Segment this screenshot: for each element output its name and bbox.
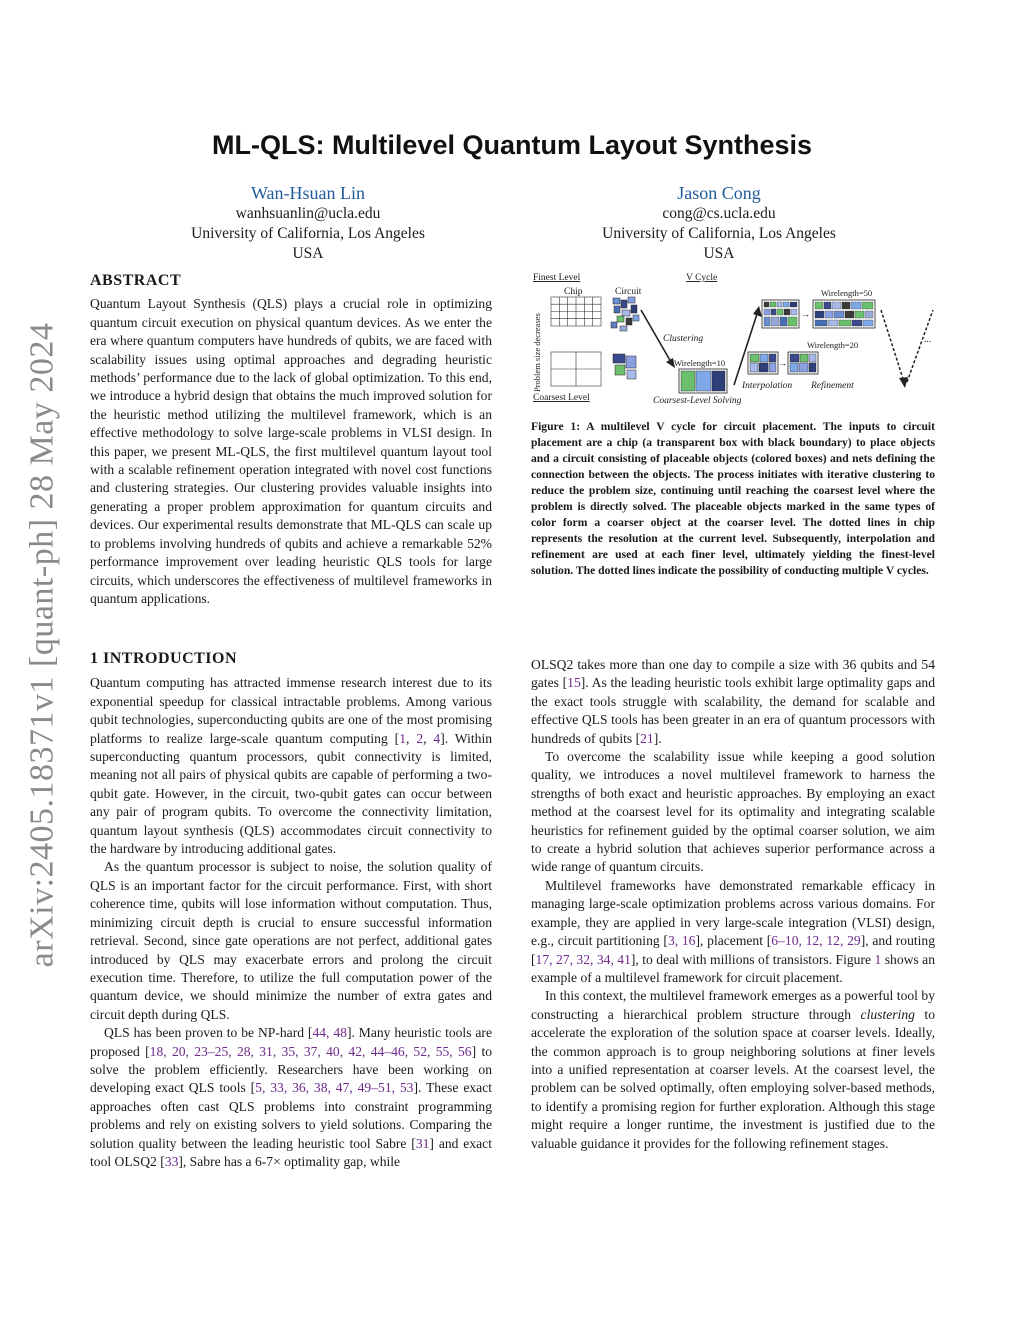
finest-level-label: Finest Level <box>533 273 581 283</box>
v-cycle-label: V Cycle <box>686 273 718 283</box>
citation-link[interactable]: 21 <box>640 730 654 746</box>
interpolation-label: Interpolation <box>742 381 793 391</box>
coarse-circuit-cluster <box>613 354 636 379</box>
introduction-left-column <box>90 650 492 1171</box>
arxiv-side-stamp <box>4 320 80 970</box>
citation-link[interactable]: 33 <box>164 1153 179 1169</box>
finest-level-refined-block <box>813 300 875 328</box>
finest-circuit-cluster <box>611 297 639 331</box>
citation-link[interactable]: 1 <box>399 730 406 746</box>
author-block-1 <box>92 182 524 264</box>
intro-paragraph-1: Quantum computing has attracted immense research interest due to its exponential speedup for classical intractable problems. Among various qubit technologies, superconducting qubits are one of the most promising platforms to realize large-scale quantum computing [1, 2, 4]. Within superconducting quantum processors, qubit connectivity is limited, meaning not all pairs of physical qubits are capable of performing a two-qubit gate. However, in the circuit, two-qubit gates can occur between any pair of program qubits. To overcome the connectivity limitation, quantum layout synthesis (QLS) accommodates circuit connectivity to the hardware by introducing additional gates. <box>90 675 493 857</box>
citation-link[interactable]: 5, 33, 36, 38, 47, 49–51, 53 <box>255 1080 414 1096</box>
wirelength-50-label: Wirelength=50 <box>821 288 873 298</box>
introduction-heading: 1 INTRODUCTION <box>90 650 238 667</box>
chip-label: Chip <box>564 287 583 297</box>
figure-1-v-cycle-diagram <box>529 270 947 410</box>
figure-1-caption: Figure 1: A multilevel V cycle for circuit placement. The inputs to circuit placement are a chip (a transparent box with black boundary) to place objects and a circuit consisting of placeable objects (colored boxes) and nets defining the connection between the objects. The process initiates with iterative clustering to reduce the problem size, continuing until reaching the coarsest level where the problem is directly solved. The placeable objects marked in the same types of color form a coarser object at the coarser level. The dotted lines in chip represents the resolution at the current level. Subsequently, interpolation and refinement are used at each finer level, ultimately yielding the finest-level solution. The dotted lines indicate the possibility of conducting multiple V cycles. <box>531 420 935 577</box>
intro-paragraph-4: OLSQ2 takes more than one day to compile a size with 36 qubits and 54 gates [15]. As the leading heuristic tools exhibit large optimality gaps and the exact tools struggle with scalability, the demand for scalable and effective QLS tools has been greater in an era of quantum processors with hundreds of qubits [21]. <box>531 657 936 746</box>
repeat-v-cycle-dotted-arrows <box>881 310 933 382</box>
author-affiliation: University of California, Los Angeles <box>191 225 425 242</box>
problem-size-axis-label: Problem size decreases <box>532 313 542 392</box>
finest-chip-grid <box>551 297 601 326</box>
paper-title: ML-QLS: Multilevel Quantum Layout Synthesis <box>211 130 813 160</box>
citation-link[interactable]: 15 <box>567 675 581 691</box>
citation-link[interactable]: 2 <box>416 730 424 746</box>
citation-link[interactable]: 44, 48 <box>312 1025 347 1041</box>
more-cycles-ellipsis: ... <box>924 335 932 345</box>
author-affiliation: University of California, Los Angeles <box>602 225 836 242</box>
author-country: USA <box>292 245 324 262</box>
abstract-section <box>90 272 492 608</box>
author-country: USA <box>703 245 735 262</box>
citation-link[interactable]: 17, 27, 32, 34, 41 <box>535 951 631 967</box>
abstract-heading: ABSTRACT <box>90 272 182 289</box>
introduction-right-column <box>531 656 935 1153</box>
citation-link[interactable]: 3, 16 <box>667 933 696 949</box>
figure-reference-link[interactable]: 1 <box>874 951 882 967</box>
author-block-2 <box>504 182 934 264</box>
intro-paragraph-6: Multilevel frameworks have demonstrated remarkable efficacy in managing large-scale optimization problems across various domains. For example, they are applied in very large-scale integration (VLSI) design, e.g., circuit partitioning [3, 16], placement [6–10, 12, 12, 29], and routing [17, 27, 32, 34, 41], to deal with millions of transistors. Figure 1 shows an example of a multilevel framework for circuit placement. <box>531 877 936 985</box>
citation-link[interactable]: 4 <box>433 730 441 746</box>
citation-link[interactable]: 6–10, 12, 12, 29 <box>771 933 861 949</box>
refinement-label: Refinement <box>811 381 854 391</box>
mid-level-refined-block <box>788 352 818 374</box>
wirelength-20-label: Wirelength=20 <box>807 340 859 350</box>
mid-transition-arrow: → <box>778 358 787 368</box>
author-name[interactable]: Jason Cong <box>677 183 761 203</box>
author-name[interactable]: Wan-Hsuan Lin <box>250 183 366 203</box>
mid-level-interpolated-block <box>748 352 778 374</box>
finest-transition-arrow: → <box>801 309 810 319</box>
author-email: cong@cs.ucla.edu <box>662 205 776 222</box>
coarsest-level-solving-label: Coarsest-Level Solving <box>653 396 742 406</box>
coarsest-solution-block <box>679 369 727 393</box>
circuit-label: Circuit <box>615 287 642 297</box>
interpolation-arrowhead <box>753 306 762 317</box>
abstract-text: Quantum Layout Synthesis (QLS) plays a crucial role in optimizing quantum circuit execution on physical quantum devices. As we enter the era where quantum computers have hundreds of qubits, we are faced with scalability issues using optimal approaches and degrading heuristic methods’ performance due to the lack of global optimization. To this end, we introduce a hybrid design that obtains the much improved solution for the heuristic method utilizing the multilevel framework, which is an effective methodology to solve large-scale problems in VLSI design. In this paper, we present ML-QLS, the first multilevel quantum layout tool with a scalable refinement operation integrated with novel cost functions and clustering strategies. Our clustering provides valuable insights into generating a proper problem approximation for quantum circuits and devices. Our experimental results demonstrate that ML-QLS can scale up to problems involving hundreds of qubits and achieve a remarkable 52% performance improvement over leading heuristic QLS tools for large circuits, which underscores the effectiveness of multilevel frameworks in quantum applications. <box>90 296 492 606</box>
author-email: wanhsuanlin@ucla.edu <box>235 205 381 222</box>
clustering-label: Clustering <box>663 334 704 344</box>
intro-paragraph-3: QLS has been proven to be NP-hard [44, 48]. Many heuristic tools are proposed [18, 20, 23–25, 28, 31, 35, 37, 40, 42, 44–46, 52, 55, 56] to solve the problem efficiently. Researchers have been working on developing exact QLS tools [5, 33, 36, 38, 47, 49–51, 53]. These exact approaches often cast QLS problems into constraint programming problems and rely on existing solvers to yield solutions. Comparing the solution quality between the leading heuristic tool Sabre [31] and exact tool OLSQ2 [33], Sabre has a 6-7× optimality gap, while <box>90 1025 493 1169</box>
citation-link[interactable]: 18, 20, 23–25, 28, 31, 35, 37, 40, 42, 44–46, 52, 55, 56 <box>149 1043 472 1059</box>
intro-paragraph-5: To overcome the scalability issue while keeping a good solution quality, we introduces a novel multilevel framework to harness the strengths of both exact and heuristic approaches. By employing an exact method at the coarsest level for its optimality and integrating scalable heuristics for refinement guided by the optimal coarser solution, we aim to create a hybrid solution that achieves superior performance across a wide range of quantum circuits. <box>531 749 935 875</box>
intro-paragraph-2: As the quantum processor is subject to noise, the solution quality of QLS is an important factor for the circuit performance. First, with short coherence time, qubits will lose information without computation. Thus, minimizing circuit depth is crucial to ensure successful information retrieval. Second, since gate operations are not perfect, additional gates introduced by QLS may exacerbate errors and prolong the circuit execution time. Therefore, to utilize the full computation power of the quantum device, we should minimize the number of extra gates and circuit depth during QLS. <box>90 859 492 1022</box>
repeat-v-arrowhead <box>899 377 908 388</box>
citation-link[interactable]: 31 <box>415 1135 430 1151</box>
wirelength-10-label: Wirelength=10 <box>674 358 726 368</box>
coarsest-level-label: Coarsest Level <box>533 393 590 403</box>
coarse-chip-grid <box>551 352 601 386</box>
finest-level-interpolated-block <box>762 300 799 328</box>
intro-paragraph-7: In this context, the multilevel framework emerges as a powerful tool by constructing a hierarchical problem structure through clustering to accelerate the exploration of the solution space at coarser levels. Ideally, the common approach is to group neighboring solutions at finer levels into a unified representation at coarser levels. At the coarsest level, the problem can be solved optimally, often employing solver-based methods, to identify a promising region for further exploration. Although this stage might require a longer runtime, the investment is justified due to the valuable guidance it provides for the following refinement stages. <box>531 988 935 1151</box>
arxiv-identifier: arXiv:2405.18371v1 [quant-ph] 28 May 2024 <box>23 322 60 968</box>
